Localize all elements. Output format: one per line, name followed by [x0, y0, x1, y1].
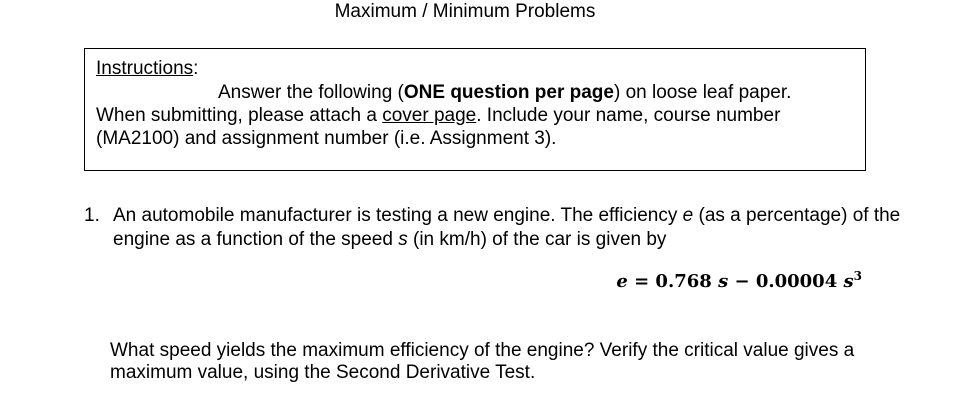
instructions-line-1-pre: Answer the following ( — [218, 82, 404, 103]
formula-exponent: 3 — [853, 269, 862, 283]
formula-lhs: e — [616, 271, 628, 292]
instructions-line-2-post: . Include your name, course number — [476, 105, 781, 126]
question-text-a: An automobile manufacturer is testing a new engine. The efficiency — [113, 205, 683, 226]
instructions-line-1 — [218, 82, 791, 104]
formula-minus: − 0.00004 — [728, 271, 844, 292]
instructions-box — [84, 48, 866, 171]
instructions-line-2 — [96, 105, 780, 127]
instructions-line-3: (MA2100) and assignment number (i.e. Assignment 3). — [96, 128, 557, 149]
instructions-heading — [96, 58, 198, 80]
instructions-line-1-post: ) on loose leaf paper. — [613, 82, 792, 103]
instructions-line-1-bold: ONE question per page — [403, 82, 614, 103]
question-text — [113, 204, 943, 252]
instructions-label: Instructions — [96, 58, 194, 79]
cover-page-text: cover page — [382, 105, 477, 126]
instructions-line-2-pre: When submitting, please attach a — [96, 105, 383, 126]
formula-s2: s — [843, 271, 854, 292]
question-text-c: (in km/h) of the car is given by — [407, 229, 667, 250]
formula-eq: = 0.768 — [627, 271, 719, 292]
question-number: 1. — [84, 205, 100, 226]
variable-e: e — [682, 205, 694, 226]
efficiency-formula — [616, 271, 862, 293]
instructions-colon: : — [193, 58, 199, 79]
question-text-b: (as a percentage) of the engine as a function of the speed — [113, 205, 901, 250]
formula-s1: s — [718, 271, 729, 292]
question-followup: What speed yields the maximum efficiency of the engine? Verify the critical value gives a maximum value, using the Second Derivative Test. — [110, 340, 855, 383]
page-title: Maximum / Minimum Problems — [334, 1, 596, 22]
variable-s: s — [398, 229, 408, 250]
